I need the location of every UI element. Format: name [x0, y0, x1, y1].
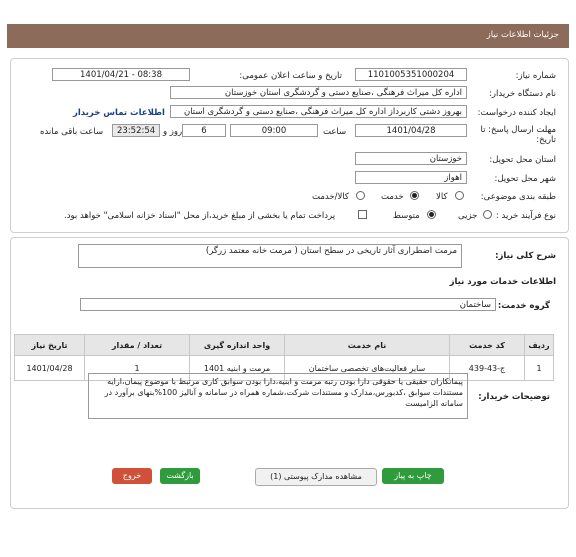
buyer-org-field: اداره کل میراث فرهنگی ،صنایع دستی و گردشگری استان خوزستان	[170, 86, 467, 99]
contact-info-link[interactable]: اطلاعات تماس خریدار	[73, 108, 165, 118]
view-attachments-button[interactable]: مشاهده مدارک پیوستی (1)	[255, 468, 377, 486]
deadline-label: مهلت ارسال پاسخ: تا تاریخ:	[480, 125, 556, 145]
category-label: طبقه بندی موضوعی:	[480, 192, 556, 202]
need-number-field: 1101005351000204	[355, 68, 467, 81]
creator-label: ایجاد کننده درخواست:	[477, 108, 556, 118]
deadline-date-field: 1401/04/28	[355, 124, 467, 137]
cell-need-date: 1401/04/28	[15, 356, 85, 381]
announce-field: 1401/04/21 - 08:38	[52, 68, 190, 81]
process-small-label: جزیی	[458, 211, 478, 221]
remaining-label: ساعت باقی مانده	[40, 127, 104, 137]
days-label: روز و	[163, 127, 183, 137]
creator-field: بهروز دشتی کاربرداز اداره کل میراث فرهنگی ،صنایع دستی و گردشگری استان	[170, 105, 467, 118]
print-button[interactable]: چاپ به پیاز	[382, 468, 444, 484]
exit-button[interactable]: خروج	[112, 468, 152, 484]
process-small-radio[interactable]	[483, 210, 492, 219]
payment-note: پرداخت تمام یا بخشی از مبلغ خرید،از محل "اسناد خزانه اسلامی" خواهد بود.	[64, 211, 336, 221]
col-service-code: کد خدمت	[450, 335, 525, 356]
buyer-notes-field: پیمانکاران حقیقی یا حقوقی دارا بودن رتبه مرمت و ابنیه،دارا بودن سوابق کاری مرتبط با موضوع پیمان،ارایه مستندات سوابق ،کدبورس،مدارک و مستندات شرکت،شماره همراه در سامانه و آنالیز 100%بنهای برآورد در سامانه الزامیست	[88, 373, 468, 419]
col-need-date: تاریخ نیاز	[15, 335, 85, 356]
buyer-org-label: نام دستگاه خریدار:	[489, 89, 556, 99]
remaining-time-field: 23:52:54	[112, 124, 160, 137]
city-label: شهر محل تحویل:	[494, 174, 556, 184]
need-number-label: شماره نیاز:	[515, 71, 556, 81]
category-goods-radio[interactable]	[455, 191, 464, 200]
days-field: 6	[182, 124, 226, 137]
hour-label: ساعت	[323, 127, 347, 137]
services-section-title: اطلاعات خدمات مورد نیاز	[449, 277, 556, 287]
process-medium-radio[interactable]	[427, 210, 436, 219]
summary-label: شرح کلی نیاز:	[495, 251, 556, 261]
announce-label: تاریخ و ساعت اعلان عمومی:	[239, 71, 342, 81]
page-title: جزئیات اطلاعات نیاز	[486, 30, 559, 40]
category-service-label: خدمت	[381, 192, 404, 202]
col-unit: واحد اندازه گیری	[190, 335, 285, 356]
buyer-notes-label: توضیحات خریدار:	[478, 392, 550, 402]
cell-service-name: سایر فعالیت‌های تخصصی ساختمان	[285, 356, 450, 381]
service-group-label: گروه خدمت:	[497, 301, 550, 311]
table-header-row	[15, 335, 554, 356]
city-field: اهواز	[355, 171, 467, 184]
category-both-radio[interactable]	[356, 191, 365, 200]
col-row: ردیف	[525, 335, 554, 356]
summary-field	[78, 244, 462, 268]
cell-unit: مرمت و ابنیه 1401	[190, 356, 285, 381]
province-field: خوزستان	[355, 152, 467, 165]
process-label: نوع فرآیند خرید :	[495, 211, 556, 221]
category-service-radio[interactable]	[410, 191, 419, 200]
service-group-field: ساختمان	[80, 298, 496, 311]
province-label: استان محل تحویل:	[489, 155, 556, 165]
treasury-payment-checkbox[interactable]	[358, 210, 367, 219]
deadline-time-field: 09:00	[230, 124, 318, 137]
page-header	[7, 24, 569, 48]
cell-quantity: 1	[85, 356, 190, 381]
category-both-label: کالا/خدمت	[312, 192, 349, 202]
category-goods-label: کالا	[436, 192, 448, 202]
summary-text: مرمت اضطراری آثار تاریخی در سطح استان ( مرمت خانه معتمد زرگر)	[205, 246, 457, 256]
col-service-name: نام خدمت	[285, 335, 450, 356]
need-details-panel	[10, 58, 569, 233]
col-quantity: تعداد / مقدار	[85, 335, 190, 356]
process-medium-label: متوسط	[393, 211, 420, 221]
back-button[interactable]: بازگشت	[160, 468, 200, 484]
cell-service-code: ج-43-439	[450, 356, 525, 381]
cell-row: 1	[525, 356, 554, 381]
